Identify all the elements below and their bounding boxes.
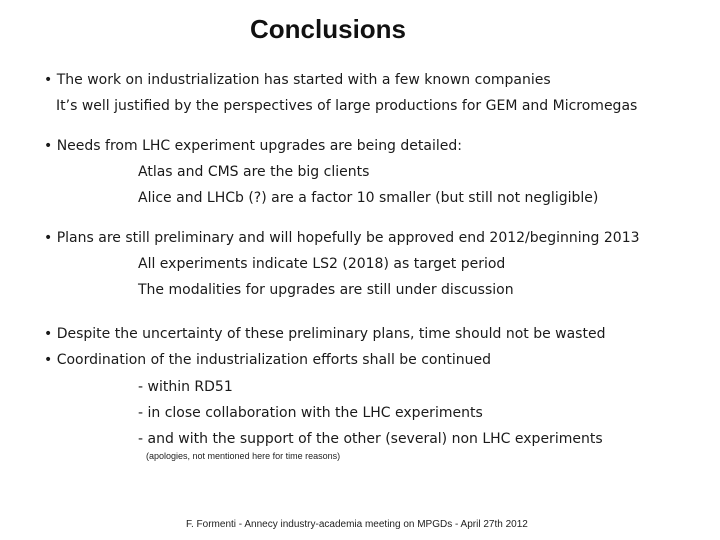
bullet-coordination: • Coordination of the industrialization efforts shall be continued <box>44 352 491 368</box>
slide-title: Conclusions <box>250 14 407 44</box>
sub-atlas-cms: Atlas and CMS are the big clients <box>138 164 370 180</box>
bullet-industrialization-started: • The work on industrialization has started with a few known companies <box>44 72 551 88</box>
sub-within-rd51: - within RD51 <box>138 379 233 395</box>
sub-lhc-collaboration: - in close collaboration with the LHC experiments <box>138 405 483 421</box>
apologies-note: (apologies, not mentioned here for time reasons) <box>146 451 341 461</box>
bullet-lhc-upgrades: • Needs from LHC experiment upgrades are being detailed: <box>44 138 462 154</box>
sub-ls2-target: All experiments indicate LS2 (2018) as target period <box>138 256 506 272</box>
bullet-time-not-wasted: • Despite the uncertainty of these preliminary plans, time should not be wasted <box>44 326 606 342</box>
sub-non-lhc-support: - and with the support of the other (several) non LHC experiments <box>138 431 603 447</box>
slide-footer: F. Formenti - Annecy industry-academia meeting on MPGDs - April 27th 2012 <box>186 519 528 530</box>
bullet-industrialization-justification: It’s well justified by the perspectives of large productions for GEM and Micromegas <box>56 98 638 114</box>
bullet-plans-preliminary: • Plans are still preliminary and will hopefully be approved end 2012/beginning 2013 <box>44 230 640 246</box>
sub-modalities: The modalities for upgrades are still under discussion <box>138 282 514 298</box>
sub-alice-lhcb: Alice and LHCb (?) are a factor 10 smaller (but still not negligible) <box>138 190 599 206</box>
